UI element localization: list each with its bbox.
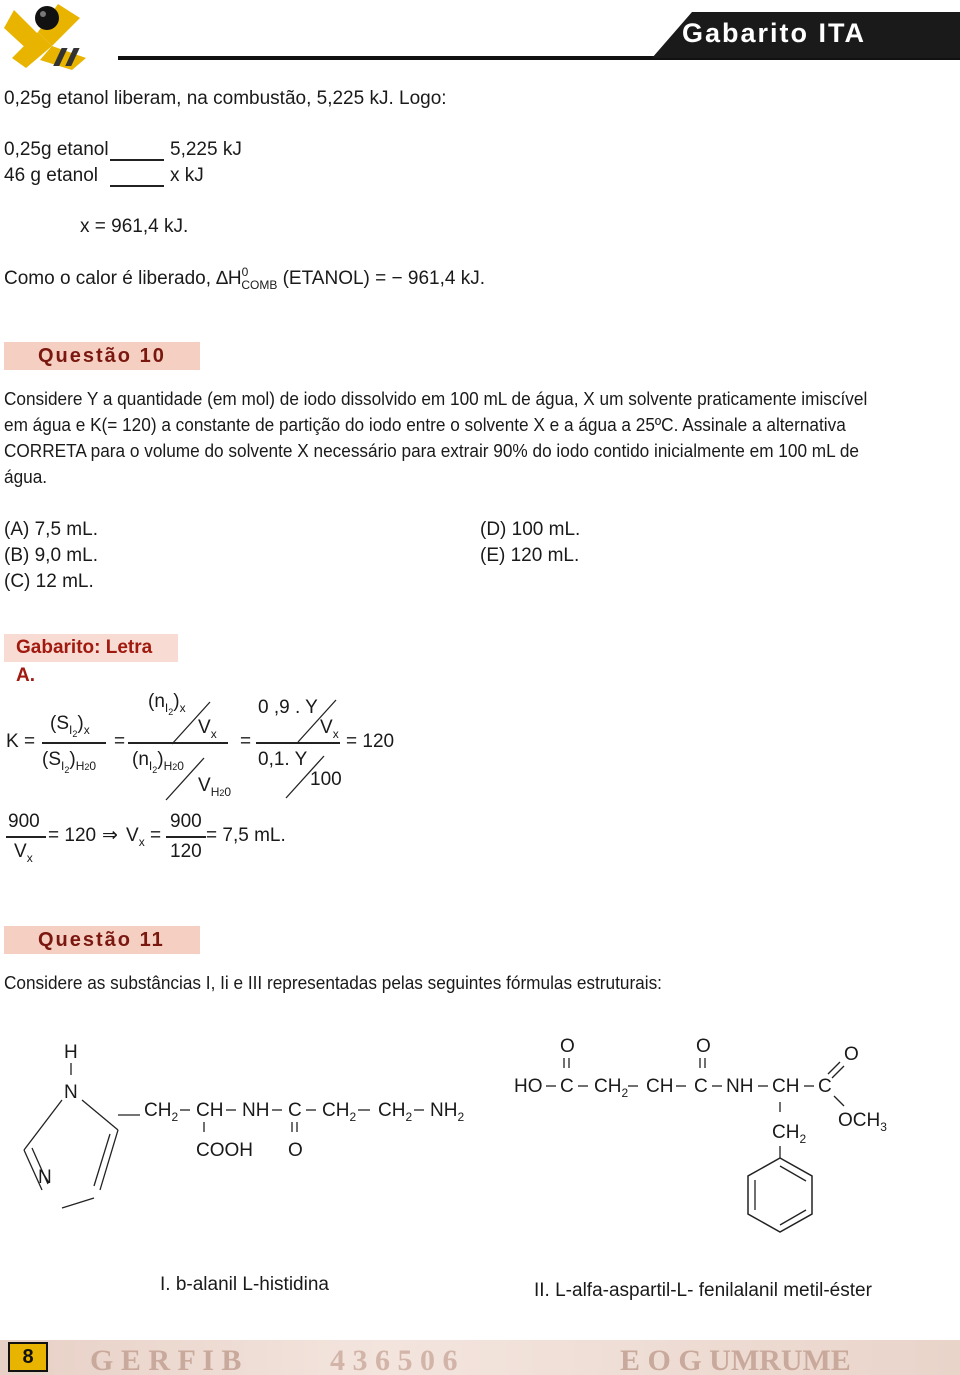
s2-i: I [61,759,65,773]
footer-texture [0,1340,960,1375]
option-b: (B) 9,0 mL. [4,545,98,566]
s2-i-2: 2 [64,765,70,775]
n-x: x [179,701,186,715]
svg-text:CH2: $CH_2$ [772,1122,807,1146]
svg-text:O: O [560,1036,575,1057]
formula-120: 120 [170,841,202,862]
conclusion-pre: Como o calor é liberado, [4,268,217,289]
proportion-rule-1 [110,159,164,161]
svg-text:C: C [288,1100,302,1121]
svg-text:CH: CH [196,1100,224,1121]
n-i: I [164,701,169,715]
formula-eq-120: = 120 [346,731,395,752]
option-e: (E) 120 mL. [480,545,580,566]
formula-result: = 7,5 mL. [206,825,286,846]
formula-900-b: 900 [170,811,202,832]
svg-text:CH2: $CH_2$ [594,1076,629,1100]
svg-text:O: O [288,1140,303,1161]
header [0,0,960,70]
formula-eq-3: = [150,825,162,846]
formula-vh2o: $V_{H20}$ [198,775,232,799]
svg-text:CH: CH [772,1076,800,1097]
formula-s-den [42,749,97,775]
svg-text:CH: CH [646,1076,674,1097]
proportion-row1-right: 5,225 kJ [170,139,242,160]
formula-arrow: ⇒ [102,825,118,846]
footer-band [0,1340,960,1375]
svg-text:E O G UMRUME: E O G UMRUME [620,1344,851,1375]
svg-text:G E R F I B: G E R F I B [90,1344,242,1375]
formula-s-num [50,713,90,739]
delta-h-sup: 0 [241,265,249,279]
formula-den-01y: 0,1. Y [258,749,308,770]
gabarito-label: Gabarito: Letra A. [4,634,178,662]
s-close: ) [77,713,84,734]
svg-text:CH2: $CH_2$ [144,1100,179,1124]
conclusion-line [4,266,485,293]
s-label: (S [50,713,69,734]
logo-icon [0,0,120,70]
question-10-label: Questão 10 [4,342,200,370]
formula-k: K = [6,731,36,752]
proportion-row1-left: 0,25g etanol [4,139,109,160]
formula-bar-1 [42,742,106,744]
banner-title: Gabarito ITA [682,18,867,48]
s-i: I [69,723,73,737]
n-close: ) [173,691,180,712]
formula-num-09y: 0 ,9 . Y [258,697,318,718]
caption-structure-2: II. L-alfa-aspartil-L- fenilalanil metil-éster [534,1280,872,1301]
s1-h: H [64,1042,78,1063]
svg-text:O: O [696,1036,711,1057]
svg-text:CH2: $CH_2$ [378,1100,413,1124]
proportion-rule-2 [110,185,164,187]
formula-vx-1: $V_x$ [198,717,217,741]
s2-label: (S [42,749,61,770]
formula-bar-4 [6,836,46,838]
formula-eq-2: = [240,731,252,752]
svg-text:NH: NH [242,1100,270,1121]
n-i-2: 2 [168,707,174,717]
formula-bar-2 [128,742,228,744]
svg-text:HO: HO [514,1076,543,1097]
n-label: (n [148,691,165,712]
formula-eq-1: = [114,731,126,752]
result-line: x = 961,4 kJ. [80,216,189,237]
page-number: 8 [22,1346,34,1368]
conclusion-post: (ETANOL) = − 961,4 kJ. [277,268,486,289]
option-a: (A) 7,5 mL. [4,519,98,540]
svg-text:C: C [818,1076,832,1097]
question-11-label: Questão 11 [4,926,200,954]
formula-vx-3: $V_x$ [14,841,33,865]
svg-text:O: O [844,1044,859,1065]
formula-bar-5 [166,836,206,838]
svg-text:COOH: COOH [196,1140,253,1161]
svg-text:C: C [560,1076,574,1097]
formula-bar-3 [256,742,340,744]
formula-900-a: 900 [8,811,40,832]
s-x: x [83,723,90,737]
svg-text:NH2: $NH_2$ [430,1100,465,1124]
s2-h2o: H20 [75,759,97,773]
proportion-row2-left: 46 g etanol [4,165,99,186]
caption-structure-1: I. b-alanil L-histidina [160,1274,329,1295]
partition-formula [0,680,420,870]
s2-close: ) [69,749,76,770]
structure-histidine [0,1030,490,1230]
intro-line: 0,25g etanol liberam, na combustão, 5,225 kJ. Logo: [4,88,447,109]
formula-n-den: $(n_{I2})_{H20}$ [132,749,184,775]
svg-text:NH: NH [726,1076,754,1097]
proportion-row2-right: x kJ [170,165,204,186]
formula-vx-2: $V_x$ [320,717,339,741]
option-c: (C) 12 mL. [4,571,94,592]
s1-n-top: N [64,1082,78,1103]
structure-aspartame [510,1030,930,1260]
formula-eq120-b: = 120 [48,825,97,846]
s-i-2: 2 [72,729,78,739]
s1-n-bottom: N [38,1167,52,1188]
svg-text:CH2: $CH_2$ [322,1100,357,1124]
svg-text:OCH3: $OCH_3$ [838,1110,887,1134]
question-11-text: Considere as substâncias I, Ii e III representadas pelas seguintes fórmulas estruturais: [4,972,662,993]
svg-text:C: C [694,1076,708,1097]
delta-h-sub: COMB [241,278,278,292]
delta-h: ∆H [216,268,242,289]
formula-100: 100 [310,769,342,790]
formula-vx-4: $V_x$ [126,825,145,849]
svg-text:4 3 6 5 0 6: 4 3 6 5 0 6 [330,1344,458,1375]
question-10-text: Considere Y a quantidade (em mol) de iodo dissolvido em 100 mL de água, X um solvente praticamente imiscível em água e K(= 120) a constante de partição do iodo entre o solvente X e a água a 25ºC. Assinale a alternativa CORRETA para o volume do solvente X necessário para extrair 90% do iodo contido inicialmente em 100 mL de água. [4,388,868,487]
option-d: (D) 100 mL. [480,519,581,540]
